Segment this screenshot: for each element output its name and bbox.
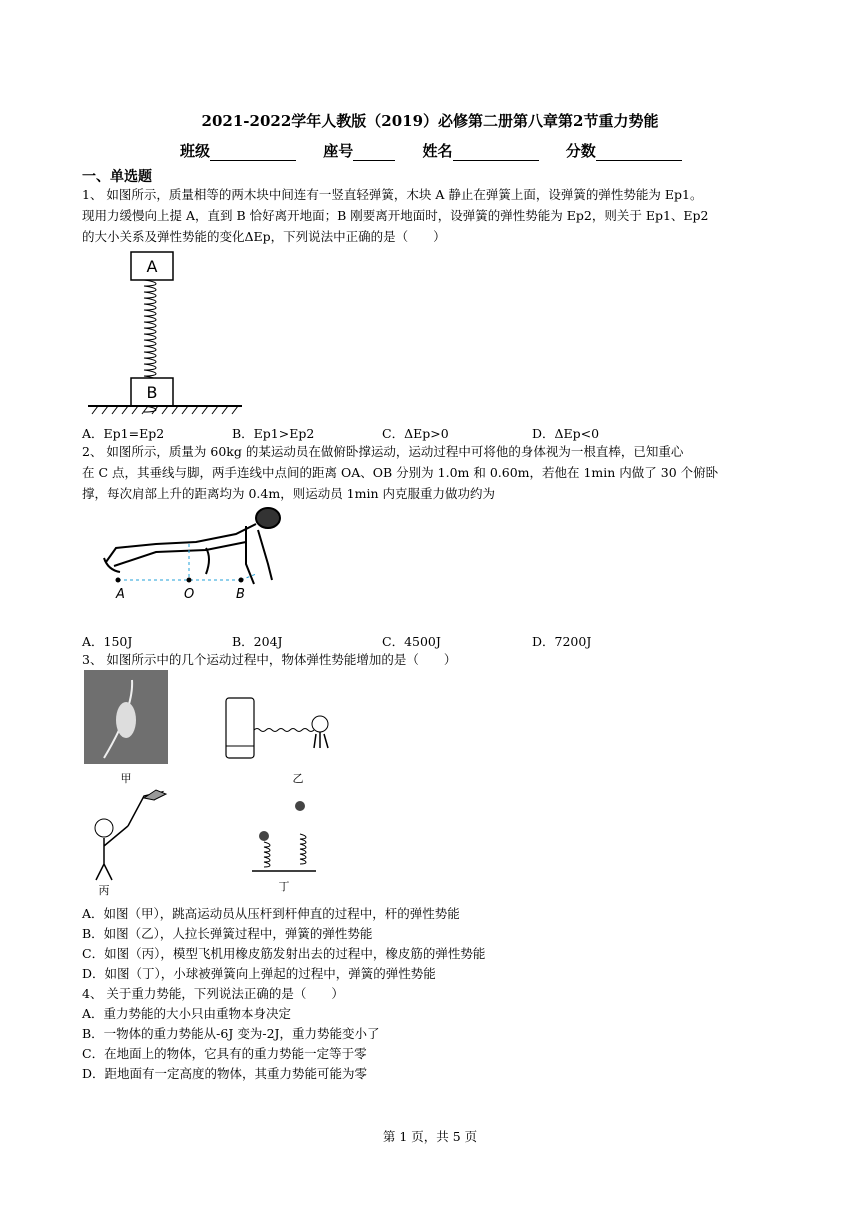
athlete-silhouette	[104, 508, 280, 584]
q3-option-b: B．如图（乙），人拉长弹簧过程中，弹簧的弹性势能	[82, 926, 373, 941]
q2-option-d: D．7200J	[532, 634, 592, 649]
fig1-label-a: A	[146, 257, 158, 276]
distance-lines	[118, 544, 256, 580]
q3-option-c: C．如图（丙），模型飞机用橡皮筋发射出去的过程中，橡皮筋的弹性势能	[82, 946, 486, 961]
panel-ding	[252, 801, 316, 893]
ground-hatch	[92, 406, 238, 414]
score-label: 分数	[565, 142, 596, 160]
q3-option-a: A．如图（甲），跳高运动员从压杆到杆伸直的过程中，杆的弹性势能	[82, 906, 460, 921]
seat-blank	[353, 146, 395, 161]
q1-line-2: 现用力缓慢向上提 A，直到 B 恰好离开地面；B 刚要离开地面时，设弹簧的弹性势能为 Ep2，则关于 Ep1、Ep2	[82, 208, 709, 223]
fig1-label-b: B	[146, 383, 158, 402]
q4-option-b: B．一物体的重力势能从-6J 变为-2J，重力势能变小了	[82, 1026, 380, 1041]
label-jia: 甲	[120, 772, 132, 785]
label-yi: 乙	[292, 772, 304, 785]
q2-option-c: C．4500J	[382, 634, 441, 649]
panel-bing	[95, 790, 166, 897]
class-label: 班级	[180, 142, 211, 160]
q4-option-c: C．在地面上的物体，它具有的重力势能一定等于零	[82, 1046, 367, 1061]
q1-line-1: 1、 如图所示，质量相等的两木块中间连有一竖直轻弹簧，木块 A 静止在弹簧上面，设弹簧的弹性势能为 Ep1。	[82, 187, 703, 202]
seat-label: 座号	[323, 142, 354, 160]
fig2-label-o: O	[184, 587, 195, 602]
q4-line-1: 4、 关于重力势能，下列说法正确的是（ ）	[82, 986, 344, 1001]
page-title: 2021-2022学年人教版（2019）必修第二册第八章第2节重力势能	[201, 112, 659, 130]
name-field	[423, 142, 539, 160]
q2-line-1: 2、 如图所示，质量为 60kg 的某运动员在做俯卧撑运动，运动过程中可将他的身体视为一根直棒，已知重心	[82, 444, 684, 459]
pushup-figure	[96, 504, 316, 604]
q3-line-1: 3、 如图所示中的几个运动过程中，物体弹性势能增加的是（ ）	[82, 652, 457, 667]
q4-option-d: D．距地面有一定高度的物体，其重力势能可能为零	[82, 1066, 368, 1081]
score-field	[566, 142, 682, 160]
panel-yi	[226, 698, 328, 785]
q1-option-d: D．ΔEp<0	[532, 426, 600, 441]
class-field	[180, 142, 296, 160]
seat-field	[323, 142, 395, 160]
class-blank	[210, 146, 296, 161]
score-blank	[596, 146, 682, 161]
name-blank	[453, 146, 539, 161]
label-bing: 丙	[98, 884, 110, 897]
q4-option-a: A．重力势能的大小只由重物本身决定	[82, 1006, 292, 1021]
q1-option-a: A．Ep1=Ep2	[82, 426, 165, 441]
label-ding: 丁	[278, 880, 290, 893]
q1-option-b: B．Ep1>Ep2	[232, 426, 315, 441]
section-heading: 一、单选题	[82, 169, 152, 185]
spring-blocks-figure	[86, 248, 246, 418]
four-panel-figure	[84, 668, 344, 898]
q2-line-2: 在 C 点，其垂线与脚，两手连线中点间的距离 OA、OB 分别为 1.0m 和 0.60m，若他在 1min 内做了 30 个俯卧	[82, 465, 719, 480]
name-label: 姓名	[422, 142, 453, 160]
q2-line-3: 撑，每次肩部上升的距离均为 0.4m，则运动员 1min 内克服重力做功约为	[82, 486, 496, 501]
q1-line-3: 的大小关系及弹性势能的变化ΔEp，下列说法中正确的是（ ）	[82, 229, 446, 244]
panel-jia	[84, 670, 168, 785]
q2-option-b: B．204J	[232, 634, 283, 649]
q2-option-a: A．150J	[82, 634, 133, 649]
q1-option-c: C．ΔEp>0	[382, 426, 449, 441]
student-info-row	[180, 140, 704, 161]
page-footer: 第 1 页，共 5 页	[382, 1129, 478, 1144]
fig2-label-b: B	[236, 587, 245, 602]
q3-option-d: D．如图（丁），小球被弹簧向上弹起的过程中，弹簧的弹性势能	[82, 966, 436, 981]
fig2-label-a: A	[116, 587, 125, 602]
